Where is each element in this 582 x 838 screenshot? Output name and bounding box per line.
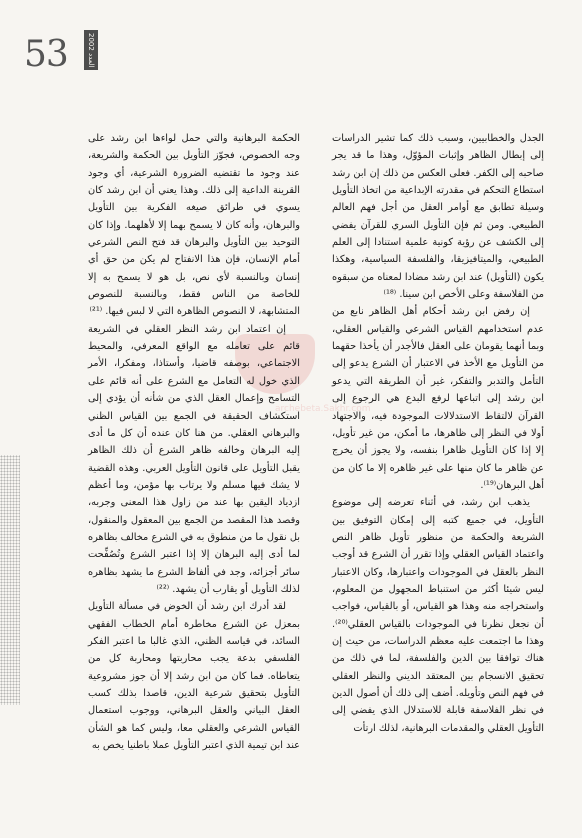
paragraph: يذهب ابن رشد، في أثناء تعرضه إلى موضوع التأويل، في جميع كتبه إلى إمكان التوفيق بين الشريعة والحكمة من منظور تأويل ظاهر النص واعتماد القياس العقلي وإذا تقرر أن الشرع قد أوجب النظر بالعقل في الموجودات واعتبارها، وكان الاعتبار ليس شيئا أكثر من استنباط المجهول من المعلوم، واستخراجه منه وهذا هو القياس، أو بالقياس، فواجب أن نجعل نظرنا في الموجودات بالقياس العقلي⁽²⁰⁾. وهذا ما اجتمعت عليه معظم الدراسات، من حيث إن هناك توافقا بين الدين والفلسفة، لما في ذلك من تحقيق الانسجام بين المعتقد الديني والنظر العقلي في فهم النص وتأويله. أضف إلى ذلك أن أصول الدين في نظر الفلاسفة قابلة للاستدلال الذي يفضي إلى التأويل العقلي والمقدمات البرهانية، لذلك ارتأت <box>332 497 544 734</box>
right-column <box>332 130 544 737</box>
page-number: 53 <box>24 34 68 75</box>
left-column <box>88 130 300 754</box>
paragraph: لقد أدرك ابن رشد أن الخوض في مسألة التأويل بمعزل عن الشرع مخاطرة أمام الخطاب الفقهي السائد، في قياسه الظني، الذي غالبا ما اعتبر الفكر الفلسفي بدعة يجب محاربتها ومحاربة كل من يتعاطاه. فما كان من ابن رشد إلا أن جوز مشروعية التأويل بتحقيق شرعية الدين، قاصدا بذلك كسب العقل البياني والعقل البرهاني، ووجوب استعمال القياس الشرعي والعقلي معا، وليس كما هو الشأن عند ابن تيمية الذي اعتبر التأويل عملا باطنيا يخص به <box>88 601 300 752</box>
paragraph: إن رفض ابن رشد أحكام أهل الظاهر نابع من عدم استخدامهم القياس الشرعي والقياس العقلي، وبما أنهما يقومان على العقل فالأجدر أن يأخذا حقهما من التأويل مع الأخذ في الاعتبار أن الشرع يدعو إلى التأمل والتدبر والتفكر، غير أن الطريقة التي يدعو ابن رشد إلى اتباعها لرفع البدع هي الرجوع إلى القرآن لالتقاط الاستدلالات الموجودة فيه، والاجتهاد أولا في النظر إلى ظاهرها، ما أمكن، من غير تأويل، إلا إذا كان التأويل ظاهرا بنفسه، ولا يجوز أن يخرج عن ظاهر ما كان منها على غير ظاهره إلا ما كان من أهل البرهان⁽¹⁹⁾. <box>332 306 544 491</box>
magazine-issue-tag: العدد 2002 <box>84 30 98 70</box>
watermark-text: archebeta.Sakhr.com <box>275 404 371 414</box>
paragraph: الحكمة البرهانية والتي حمل لواءها ابن رشد على وجه الخصوص، فجوّز التأويل بين الحكمة والشريعة، عند وجود ما تقتضيه الضرورة الشرعية، أي وجود القرينة الداعية إلى ذلك. وهذا يعني أن ابن رشد كان يسوي في طرائق صيغه الفكرية بين التأويل والبرهان، وأنه كان لا يسمح بهما إلا لأهلهما. وإذا كان التوحيد بين التأويل والبرهان قد فتح النص الشرعي أمام الإنسان، فإن هذا الانفتاح لم يكن من حق أي إنسان وبالنسبة لأي نص، بل هو لا يسمح به إلا للخاصة من الناس فقط، وبالنسبة للنصوص المتشابهة، لا النصوص الظاهرة التي لا لبس فيها. ⁽²¹⁾ <box>88 133 300 318</box>
halftone-decoration <box>0 455 20 705</box>
paragraph: إن اعتماد ابن رشد النظر العقلي في الشريعة قائم على تعامله مع الواقع المعرفي، والمحيط الاجتماعي، بوصفه قاضيا، وأستاذا، ومفكرا، الأمر الذي خول له التعامل مع الشرع على أنه قائم على التسامح وإعمال العقل الذي من شأنه أن يؤدي إلى استكشاف الحقيقة في الجمع بين القياس الظني والبرهاني العقلي. من هنا كان عنده أن كل ما أدى إليه البرهان وخالفه ظاهر الشرع أن ذلك الظاهر يقبل التأويل على قانون التأويل العربي. وهذه القضية لا يشك فيها مسلم ولا يرتاب بها مؤمن، وما أعظم ازدياد اليقين بها عند من زاول هذا المعنى وجربه، وقصد هذا المقصد من الجمع بين المعقول والمنقول، بل نقول ما من منطوق به في الشرع مخالف بظاهره لما أدى إليه البرهان إلا إذا اعتبر الشرع وتُصُفِّحت سائر أجزائه، وجد في ألفاظ الشرع ما يشهد بظاهره لذلك التأويل أو يقارب أن يشهد. ⁽²²⁾ <box>88 323 300 595</box>
paragraph: الجدل والخطابيين، وسبب ذلك كما تشير الدراسات إلى إبطال الظاهر وإثبات المؤوّل، وهذا ما قد يجر صاحبه إلى الكفر. فعلى العكس من ذلك إن ابن رشد استطاع التحكم في مقدرته الإبداعية من اتخاذ التأويل وسيلة تطابق مع أوامر العقل من أجل فهم العالم الطبيعي. ومن ثم فإن التأويل السري للقرآن يفضي إلى الكشف عن رؤية كونية علمية استنادا إلى العلم الطبيعي، والميتافيزيقا، والفلسفة السياسية، وهكذا يكون (التأويل) عند ابن رشد مضادا لمعناه من سبقوه من الفلاسفة وعلى الأخص ابن سينا. ⁽¹⁸⁾ <box>332 133 544 301</box>
